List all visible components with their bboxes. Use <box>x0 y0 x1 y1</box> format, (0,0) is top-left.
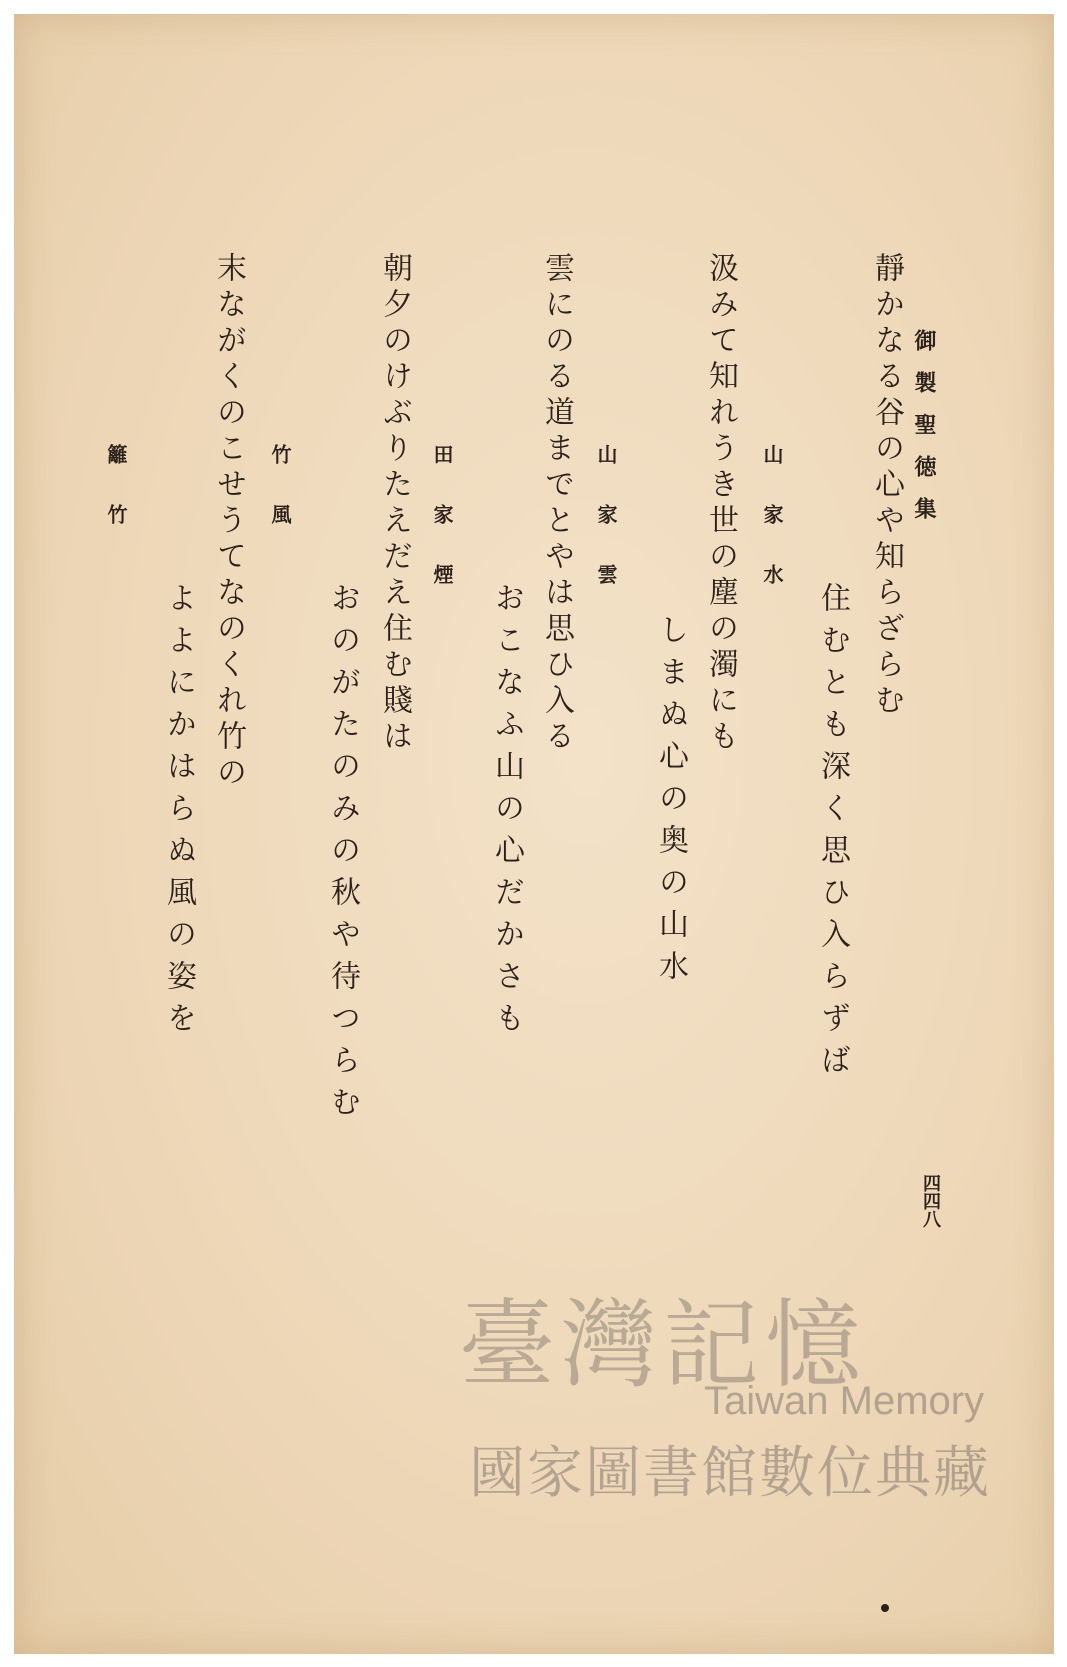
watermark-sub: 國家圖書館數位典藏 <box>469 1441 991 1506</box>
poem-5-line-2: よよにかはらぬ風の姿を <box>161 582 196 1044</box>
page-number: 四四八 <box>920 1174 941 1228</box>
poem-3-line-2: おこなふ山の心だかさも <box>489 582 524 1044</box>
poem-2-title: 山家水 <box>760 444 784 624</box>
poem-3-line-1: 雲にのる道までとやは思ひ入る <box>539 252 574 756</box>
poem-1-line-1: 靜かなる谷の心や知らざらむ <box>869 252 904 720</box>
poem-1-line-2: 住むとも深く思ひ入らずば <box>815 582 850 1086</box>
poem-3-title: 山家雲 <box>594 444 618 624</box>
poem-6-title: 籬竹 <box>104 444 128 564</box>
ink-dot <box>881 1604 889 1612</box>
poem-5-title: 竹風 <box>268 444 292 564</box>
poem-2-line-2: しまぬ心の奥の山水 <box>653 614 688 992</box>
running-header: 御製聖徳集 <box>911 329 937 539</box>
poem-4-line-1: 朝夕のけぶりたえだえ住む賤は <box>377 252 412 756</box>
book-page <box>14 14 1054 1654</box>
poem-4-title: 田家煙 <box>430 444 454 624</box>
watermark-english: Taiwan Memory <box>704 1379 985 1423</box>
poem-2-line-1: 汲みて知れうき世の塵の濁にも <box>703 252 738 756</box>
watermark-main: 臺灣記憶 <box>459 1289 867 1401</box>
poem-4-line-2: おのがたのみの秋や待つらむ <box>325 582 360 1128</box>
poem-5-line-1: 末ながくのこせうてなのくれ竹の <box>211 252 246 792</box>
